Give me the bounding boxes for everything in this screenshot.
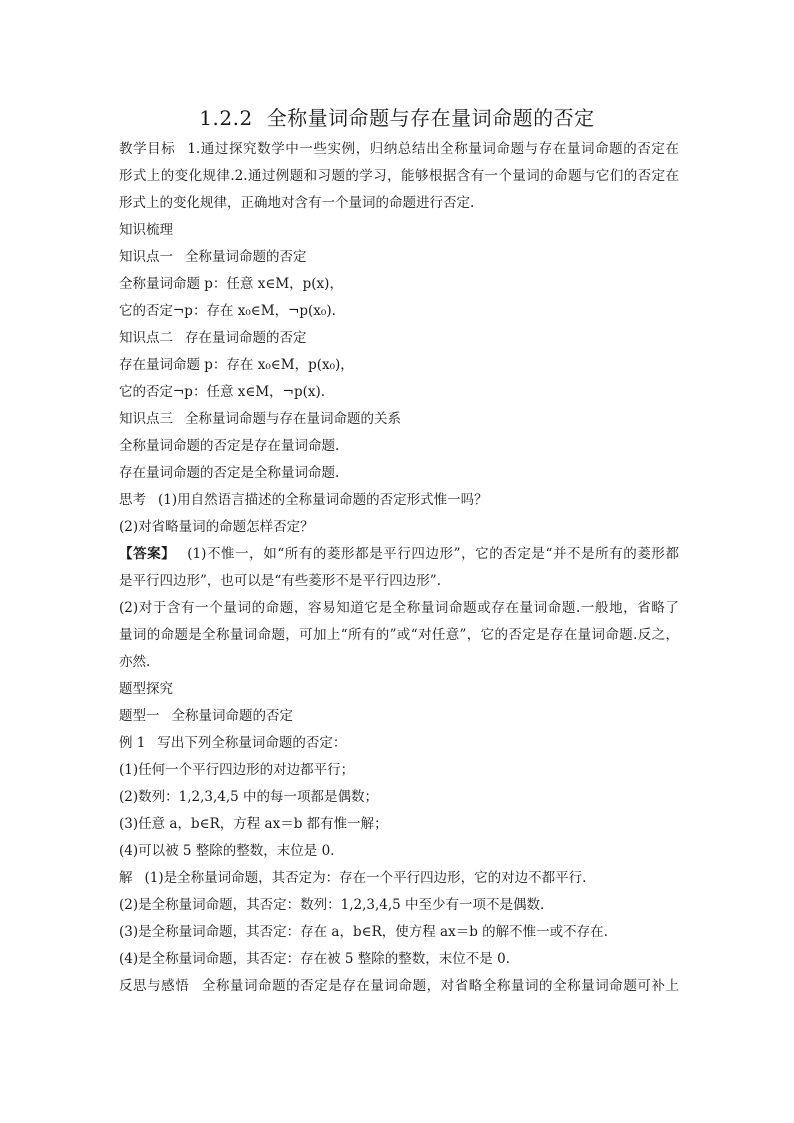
line-label: 反思与感悟 xyxy=(119,978,190,994)
line-label: 教学目标 xyxy=(119,141,176,157)
text-line xyxy=(119,892,679,919)
text-line xyxy=(119,136,679,163)
line-text: 全称量词命题的否定是存在量词命题，对省略全称量词的全称量词命题可补上 xyxy=(201,978,680,994)
text-line xyxy=(119,433,679,460)
line-text: (4)可以被 5 整除的整数，末位是 0. xyxy=(119,843,335,859)
line-text: 它的否定¬p：存在 x₀∈M，¬p(x₀). xyxy=(119,303,336,319)
line-text: (3)是全称量词命题，其否定：存在 a，b∈R，使方程 ax＝b 的解不惟一或不存在. xyxy=(119,924,608,940)
line-text: 1.通过探究数学中一些实例，归纳总结出全称量词命题与存在量词命题的否定在 xyxy=(187,141,679,157)
section-number: 1.2.2 xyxy=(199,106,253,130)
text-line xyxy=(119,568,679,595)
line-text: 存在量词命题的否定 xyxy=(185,330,307,346)
text-line xyxy=(119,352,679,379)
text-line xyxy=(119,919,679,946)
line-text: 亦然. xyxy=(119,654,151,670)
text-line xyxy=(119,298,679,325)
text-line xyxy=(119,757,679,784)
line-text: 全称量词命题 p：任意 x∈M，p(x)， xyxy=(119,276,343,292)
line-text: 全称量词命题的否定 xyxy=(171,708,293,724)
line-text: (1)用自然语言描述的全称量词命题的否定形式惟一吗？ xyxy=(158,492,488,508)
line-label: 题型一 xyxy=(119,708,160,724)
line-text: (2)对于含有一个量词的命题，容易知道它是全称量词命题或存在量词命题.一般地，省略了 xyxy=(119,600,679,616)
text-line xyxy=(119,730,679,757)
line-text: 写出下列全称量词命题的否定： xyxy=(157,735,347,751)
text-line xyxy=(119,838,679,865)
line-text: 量词的命题是全称量词命题，可加上“所有的”或“对任意”，它的否定是存在量词命题.反之， xyxy=(119,627,679,643)
text-line xyxy=(119,811,679,838)
line-text: (1)不惟一，如“所有的菱形都是平行四边形”，它的否定是“并不是所有的菱形都 xyxy=(187,546,680,562)
text-line xyxy=(119,163,679,190)
section-title: 全称量词命题与存在量词命题的否定 xyxy=(266,106,595,130)
text-line xyxy=(119,244,679,271)
line-label: 知识点二 xyxy=(119,330,173,346)
line-text: 全称量词命题的否定是存在量词命题. xyxy=(119,438,340,454)
line-text: (2)是全称量词命题，其否定：数列：1,2,3,4,5 中至少有一项不是偶数. xyxy=(119,897,545,913)
text-line xyxy=(119,784,679,811)
line-text: 是平行四边形”，也可以是“有些菱形不是平行四边形”. xyxy=(119,573,441,589)
line-text: (1)是全称量词命题，其否定为：存在一个平行四边形，它的对边不都平行. xyxy=(144,870,587,886)
line-label: 知识点三 xyxy=(119,411,173,427)
line-text: 形式上的变化规律.2.通过例题和习题的学习，能够根据含有一个量词的命题与它们的否定在 xyxy=(119,168,679,184)
text-line xyxy=(119,514,679,541)
line-label: 解 xyxy=(119,870,133,886)
text-line xyxy=(119,379,679,406)
text-line xyxy=(119,406,679,433)
text-line xyxy=(119,622,679,649)
text-line xyxy=(119,649,679,676)
document-body xyxy=(119,136,679,1000)
text-line xyxy=(119,271,679,298)
text-line xyxy=(119,676,679,703)
text-line xyxy=(119,487,679,514)
line-text: 存在量词命题的否定是全称量词命题. xyxy=(119,465,340,481)
line-text: (1)任何一个平行四边形的对边都平行； xyxy=(119,762,355,778)
line-text: 题型探究 xyxy=(119,681,173,697)
line-label: 知识点一 xyxy=(119,249,173,265)
text-line xyxy=(119,595,679,622)
text-line xyxy=(119,946,679,973)
line-text: 形式上的变化规律，正确地对含有一个量词的命题进行否定. xyxy=(119,195,475,211)
line-text: (4)是全称量词命题，其否定：存在被 5 整除的整数，末位不是 0. xyxy=(119,951,510,967)
text-line xyxy=(119,460,679,487)
line-label: 【答案】 xyxy=(119,546,176,562)
line-text: 全称量词命题的否定 xyxy=(185,249,307,265)
text-line xyxy=(119,217,679,244)
line-text: (2)对省略量词的命题怎样否定？ xyxy=(119,519,314,535)
text-line xyxy=(119,865,679,892)
text-line xyxy=(119,325,679,352)
text-line xyxy=(119,973,679,1000)
text-line xyxy=(119,703,679,730)
line-label: 例 1 xyxy=(119,735,146,751)
line-text: 它的否定¬p：任意 x∈M，¬p(x). xyxy=(119,384,326,400)
text-line xyxy=(119,190,679,217)
line-text: 存在量词命题 p：存在 x₀∈M，p(x₀)， xyxy=(119,357,354,373)
line-text: 知识梳理 xyxy=(119,222,173,238)
line-text: (2)数列：1,2,3,4,5 中的每一项都是偶数； xyxy=(119,789,379,805)
page-title xyxy=(0,104,794,132)
text-line xyxy=(119,541,679,568)
line-text: 全称量词命题与存在量词命题的关系 xyxy=(185,411,401,427)
line-text: (3)任意 a，b∈R，方程 ax＝b 都有惟一解； xyxy=(119,816,388,832)
line-label: 思考 xyxy=(119,492,146,508)
